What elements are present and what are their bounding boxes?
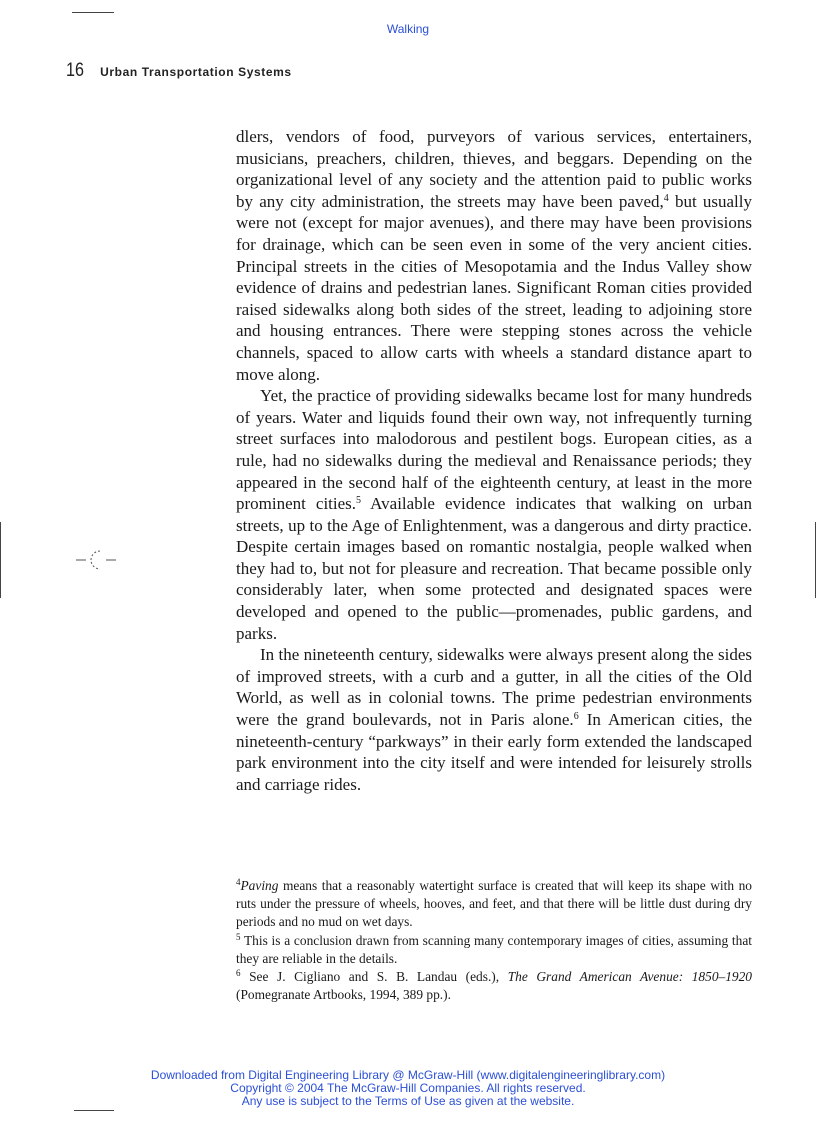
footnote-text: See J. Cigliano and S. B. Landau (eds.), — [240, 969, 508, 985]
footnote-ref[interactable]: 4 — [663, 192, 669, 204]
footnote-number: 6 — [236, 968, 241, 979]
footnote-number: 5 — [236, 931, 241, 942]
footnote-number: 4 — [236, 877, 241, 887]
footnote-6 — [236, 968, 752, 1004]
footnote-ref[interactable]: 6 — [573, 711, 579, 723]
body-text — [236, 126, 752, 795]
registration-mark — [76, 548, 116, 572]
paragraph-text: dlers, vendors of food, purveyors of various services, entertainers, musicians, preachers, children, thieves, and beggars. Depending on the organizational level of any society and the attention paid to public works by any city administration, the streets may have been paved, — [236, 127, 752, 211]
paragraph — [236, 644, 752, 795]
paragraph — [236, 385, 752, 644]
running-title: Urban Transportation Systems — [100, 65, 292, 79]
footnote-emphasis: Paving — [240, 878, 279, 893]
paragraph-text: In the nineteenth century, sidewalks were always present along the sides of improved streets, with a curb and a gutter, in all the cities of the Old World, as well as in colonial towns. The prime pedestrian environments were the grand boulevards, not in Paris alone. — [236, 645, 752, 730]
footnote-5 — [236, 932, 752, 968]
footnote-emphasis: The Grand American Avenue: 1850–1920 — [507, 969, 752, 985]
footnote-text: (Pomegranate Artbooks, 1994, 389 pp.). — [236, 987, 451, 1003]
page-number: 16 — [66, 60, 84, 81]
footer-copyright-line: Copyright © 2004 The McGraw-Hill Companies. All rights reserved. — [230, 1081, 586, 1095]
paragraph-text: Available evidence indicates that walking on urban streets, up to the Age of Enlightenment, was a dangerous and dirty practice. Despite certain images based on romantic nostalgia, people walked when they had to, but not for pleasure and recreation. That became possible only considerably later, when some protected and designated spaces were developed and opened to the public—promenades, public gardens, and parks. — [236, 494, 752, 643]
footer-download-line[interactable]: Downloaded from Digital Engineering Library @ McGraw-Hill (www.digitalengineeringlibrary.com) — [150, 1068, 666, 1082]
footnote-text: means that a reasonably watertight surface is created that will keep its shape with no ruts under the pressure of wheels, hooves, and feet, and that there will be little dust during dry periods and no mud on wet days. — [236, 878, 752, 930]
footer-terms-line[interactable]: Any use is subject to the Terms of Use as given at the website. — [241, 1094, 575, 1108]
paragraph-text: In American cities, the nineteenth-century “parkways” in their early form extended the landscaped park environment into the city itself and were intended for leisurely strolls and carriage rides. — [236, 710, 753, 794]
paragraph-text: Yet, the practice of providing sidewalks became lost for many hundreds of years. Water and liquids found their own way, not infrequently turning street surfaces into malodorous and pestilent bogs. European cities, as a rule, had no sidewalks during the medieval and Renaissance periods; they appeared in the second half of the eighteenth century, at least in the more prominent cities. — [236, 386, 752, 514]
crop-mark-left — [0, 522, 1, 598]
crop-mark-bottom — [74, 1110, 114, 1111]
footnote-text: This is a conclusion drawn from scanning many contemporary images of cities, assuming that they are reliable in the details. — [236, 932, 752, 966]
paragraph-text: but usually were not (except for major avenues), and there may have been provisions for drainage, which can be seen even in some of the very ancient cities. Principal streets in the cities of Mesopotamia and the Indus Valley show evidence of drains and pedestrian lanes. Significant Roman cities provided raised sidewalks along both sides of the street, leading to adjoining store and housing entrances. There were stepping stones across the vehicle channels, spaced to allow carts with wheels a standard distance apart to move along. — [236, 191, 752, 384]
crop-mark-top — [72, 12, 114, 13]
footnote-ref[interactable]: 5 — [356, 495, 362, 507]
download-footer[interactable] — [0, 1069, 816, 1108]
footnote-4 — [236, 877, 752, 932]
page-header — [66, 60, 292, 82]
paragraph — [236, 126, 752, 385]
footnotes — [236, 877, 752, 1004]
chapter-link[interactable]: Walking — [386, 22, 430, 36]
